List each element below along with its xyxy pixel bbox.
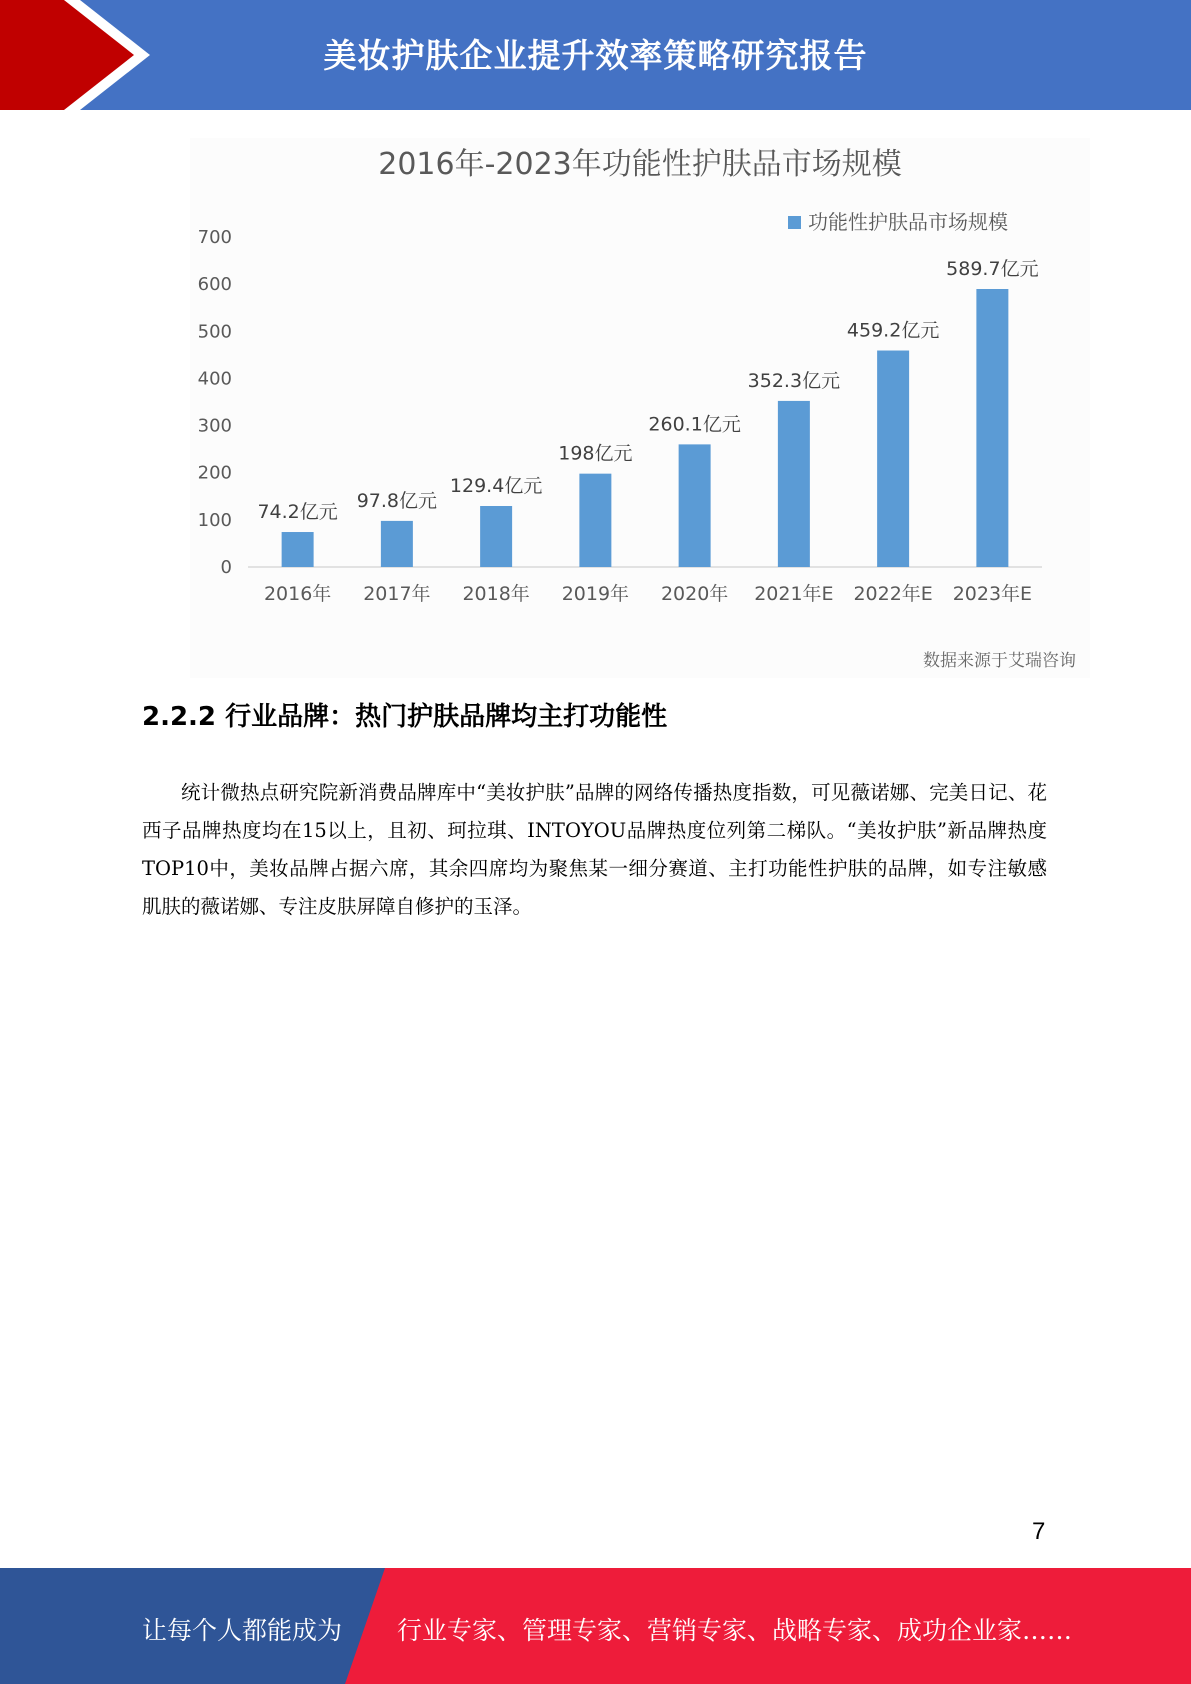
x-tick-label: 2017年 [363, 583, 431, 605]
page-number: 7 [1032, 1518, 1046, 1545]
data-label: 129.4亿元 [449, 474, 543, 497]
data-label: 352.3亿元 [747, 369, 841, 392]
y-tick-label: 100 [197, 509, 232, 531]
data-label: 74.2亿元 [257, 501, 338, 524]
y-tick-label: 600 [197, 274, 232, 296]
x-tick-label: 2019年 [561, 583, 630, 605]
x-tick-label: 2018年 [462, 583, 530, 605]
bar [778, 401, 810, 567]
x-tick-label: 2023年E [952, 583, 1033, 605]
bar [877, 351, 909, 567]
x-tick-label: 2021年E [754, 583, 834, 605]
bar [381, 521, 413, 567]
section-heading: 2.2.2 行业品牌：热门护肤品牌均主打功能性 [142, 702, 668, 732]
data-label: 589.7亿元 [946, 257, 1039, 280]
data-label: 198亿元 [558, 442, 633, 465]
page-footer [0, 1568, 1191, 1684]
chart-title: 2016年-2023年功能性护肤品市场规模 [378, 147, 902, 182]
bar [579, 474, 611, 567]
footer-slogan-left: 让每个人都能成为 [142, 1616, 343, 1645]
bar-chart-svg [190, 138, 1090, 638]
report-title: 美妆护肤企业提升效率策略研究报告 [323, 36, 868, 75]
legend-label: 功能性护肤品市场规模 [808, 210, 1008, 234]
page-header [0, 0, 1191, 110]
chart-source: 数据来源于艾瑞咨询 [923, 651, 1076, 671]
bar [282, 532, 314, 567]
y-tick-label: 300 [197, 415, 232, 437]
bar [976, 289, 1008, 567]
y-tick-label: 400 [197, 368, 232, 390]
y-tick-label: 200 [197, 462, 232, 484]
y-tick-label: 500 [197, 321, 232, 343]
x-tick-label: 2016年 [263, 583, 332, 605]
bar [480, 506, 512, 567]
data-label: 97.8亿元 [356, 489, 438, 512]
body-paragraph: 统计微热点研究院新消费品牌库中“美妆护肤”品牌的网络传播热度指数，可见薇诺娜、完美日记、花西子品牌热度均在15以上，且初、珂拉琪、INTOYOU品牌热度位列第二梯队。“美妆护肤”新品牌热度TOP10中，美妆品牌占据六席，其余四席均为聚焦某一细分赛道、主打功能性护肤的品牌，如专注敏感肌肤的薇诺娜、专注皮肤屏障自修护的玉泽。 [142, 781, 1047, 918]
data-label: 260.1亿元 [648, 413, 741, 436]
x-tick-label: 2022年E [853, 583, 933, 605]
data-label: 459.2亿元 [846, 319, 940, 342]
market-size-chart [190, 138, 1090, 678]
y-tick-label: 0 [220, 557, 232, 578]
bar [679, 444, 711, 567]
y-tick-label: 700 [197, 227, 232, 248]
x-tick-label: 2020年 [660, 583, 729, 605]
legend-swatch [788, 216, 801, 229]
footer-slogan-right: 行业专家、管理专家、营销专家、战略专家、成功企业家…… [397, 1616, 1073, 1645]
